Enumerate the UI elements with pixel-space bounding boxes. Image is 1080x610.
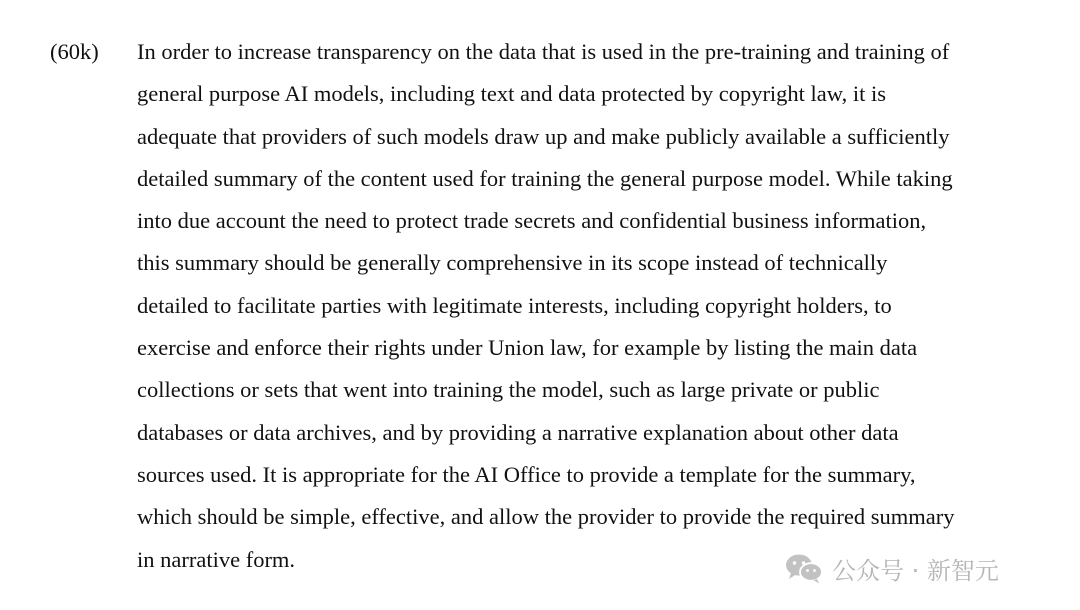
watermark	[784, 550, 999, 586]
recital-line: detailed summary of the content used for training the general purpose model. While taking	[137, 165, 953, 191]
watermark-text: 公众号 · 新智元	[832, 556, 999, 585]
recital-line: adequate that providers of such models draw up and make publicly available a sufficiently	[137, 123, 950, 149]
recital-line: which should be simple, effective, and allow the provider to provide the required summary	[137, 504, 955, 530]
recital-line: databases or data archives, and by providing a narrative explanation about other data	[137, 419, 899, 445]
recital-line: detailed to facilitate parties with legitimate interests, including copyright holders, to	[137, 292, 892, 318]
recital-line: general purpose AI models, including text and data protected by copyright law, it is	[137, 81, 886, 107]
recital-line: this summary should be generally comprehensive in its scope instead of technically	[137, 250, 888, 276]
recital-number: (60k)	[50, 39, 99, 64]
recital-line: in narrative form.	[137, 546, 296, 572]
recital-line: exercise and enforce their rights under Union law, for example by listing the main data	[137, 335, 918, 361]
recital-line: collections or sets that went into training the model, such as large private or public	[137, 377, 880, 403]
recital-line: into due account the need to protect trade secrets and confidential business information,	[137, 208, 927, 234]
recital-text	[137, 31, 1047, 581]
recital-line: sources used. It is appropriate for the AI Office to provide a template for the summary,	[137, 461, 916, 487]
recital-line: In order to increase transparency on the data that is used in the pre-training and training of	[137, 39, 950, 64]
wechat-icon	[784, 552, 824, 584]
